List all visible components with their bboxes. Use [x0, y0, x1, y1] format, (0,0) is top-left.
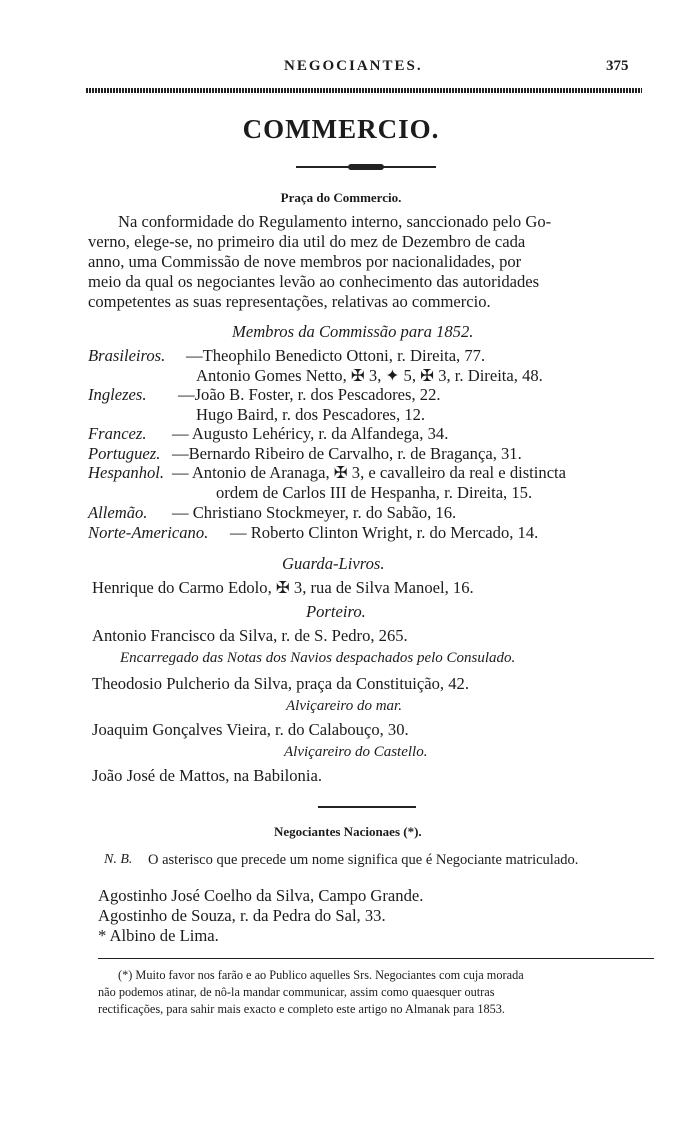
page-title: COMMERCIO.: [242, 114, 440, 144]
nb-text: O asterisco que precede um nome significa que é Negociante matriculado.: [148, 852, 579, 868]
member-nationality: Portuguez.: [88, 444, 161, 463]
section-divider: [318, 806, 416, 808]
member-entry: — Roberto Clinton Wright, r. do Mercado, 14.: [230, 523, 539, 542]
running-head: NEGOCIANTES.: [284, 58, 423, 74]
intro-line: meio da qual os negociantes levão ao conhecimento das autoridades: [88, 272, 540, 291]
alvic-castello-entry: João José de Mattos, na Babilonia.: [92, 766, 322, 785]
nacional-entry: Agostinho José Coelho da Silva, Campo Grande.: [98, 886, 424, 905]
member-entry: —Bernardo Ribeiro de Carvalho, r. de Bragança, 31.: [172, 444, 522, 463]
encarregado-entry: Theodosio Pulcherio da Silva, praça da Constituição, 42.: [92, 674, 469, 693]
page-number: 375: [606, 58, 629, 74]
member-nationality: Brasileiros.: [88, 346, 166, 365]
commission-heading: Membros da Commissão para 1852.: [232, 322, 474, 341]
member-entry: — Augusto Lehéricy, r. da Alfandega, 34.: [172, 424, 449, 443]
porteiro-entry: Antonio Francisco da Silva, r. de S. Pedro, 265.: [92, 626, 408, 645]
member-entry: Antonio Gomes Netto, ✠ 3, ✦ 5, ✠ 3, r. Direita, 48.: [196, 366, 543, 385]
member-nationality: Allemão.: [88, 503, 148, 522]
footnote-line: (*) Muito favor nos farão e ao Publico aquelles Srs. Negociantes com cuja morada: [118, 968, 524, 982]
member-entry: Hugo Baird, r. dos Pescadores, 12.: [196, 405, 426, 424]
title-ornament: [296, 164, 436, 170]
footnote-line: rectificações, para sahir mais exacto e completo este artigo no Almanak para 1853.: [98, 1002, 505, 1016]
member-entry: —Theophilo Benedicto Ottoni, r. Direita, 77.: [186, 346, 486, 365]
section-subtitle: Praça do Commercio.: [280, 190, 402, 205]
alvic-castello-heading: Alviçareiro do Castello.: [284, 744, 428, 760]
member-nationality: Francez.: [88, 424, 147, 443]
member-entry: — Antonio de Aranaga, ✠ 3, e cavalleiro da real e distincta: [172, 463, 567, 482]
alvic-mar-entry: Joaquim Gonçalves Vieira, r. do Calabouço, 30.: [92, 720, 409, 739]
footnote-line: não podemos atinar, de nô-la mandar communicar, assim como quaesquer outras: [98, 985, 495, 999]
alvic-mar-heading: Alviçareiro do mar.: [286, 698, 402, 714]
member-entry: —João B. Foster, r. dos Pescadores, 22.: [178, 385, 441, 404]
intro-line: verno, elege-se, no primeiro dia util do mez de Dezembro de cada: [88, 232, 526, 251]
member-nationality: Inglezes.: [88, 385, 147, 404]
member-nationality: Norte-Americano.: [88, 523, 209, 542]
nb-label: N. B.: [104, 852, 133, 867]
nacionaes-heading: Negociantes Nacionaes (*).: [274, 824, 422, 839]
nacional-entry: * Albino de Lima.: [98, 926, 219, 945]
footnote-rule: [98, 958, 654, 959]
header-rule: [86, 88, 642, 93]
member-nationality: Hespanhol.: [88, 463, 165, 482]
encarregado-heading: Encarregado das Notas dos Navios despachados pelo Consulado.: [120, 650, 516, 666]
intro-line: competentes as suas representações, relativas ao commercio.: [88, 292, 491, 311]
porteiro-heading: Porteiro.: [306, 602, 366, 621]
intro-line: Na conformidade do Regulamento interno, sanccionado pelo Go-: [118, 212, 552, 231]
intro-line: anno, uma Commissão de nove membros por nacionalidades, por: [88, 252, 522, 271]
guarda-entry: Henrique do Carmo Edolo, ✠ 3, rua de Silva Manoel, 16.: [92, 578, 474, 597]
member-entry: ordem de Carlos III de Hespanha, r. Direita, 15.: [216, 483, 533, 502]
nacional-entry: Agostinho de Souza, r. da Pedra do Sal, 33.: [98, 906, 386, 925]
guarda-heading: Guarda-Livros.: [282, 554, 385, 573]
member-entry: — Christiano Stockmeyer, r. do Sabão, 16.: [172, 503, 457, 522]
